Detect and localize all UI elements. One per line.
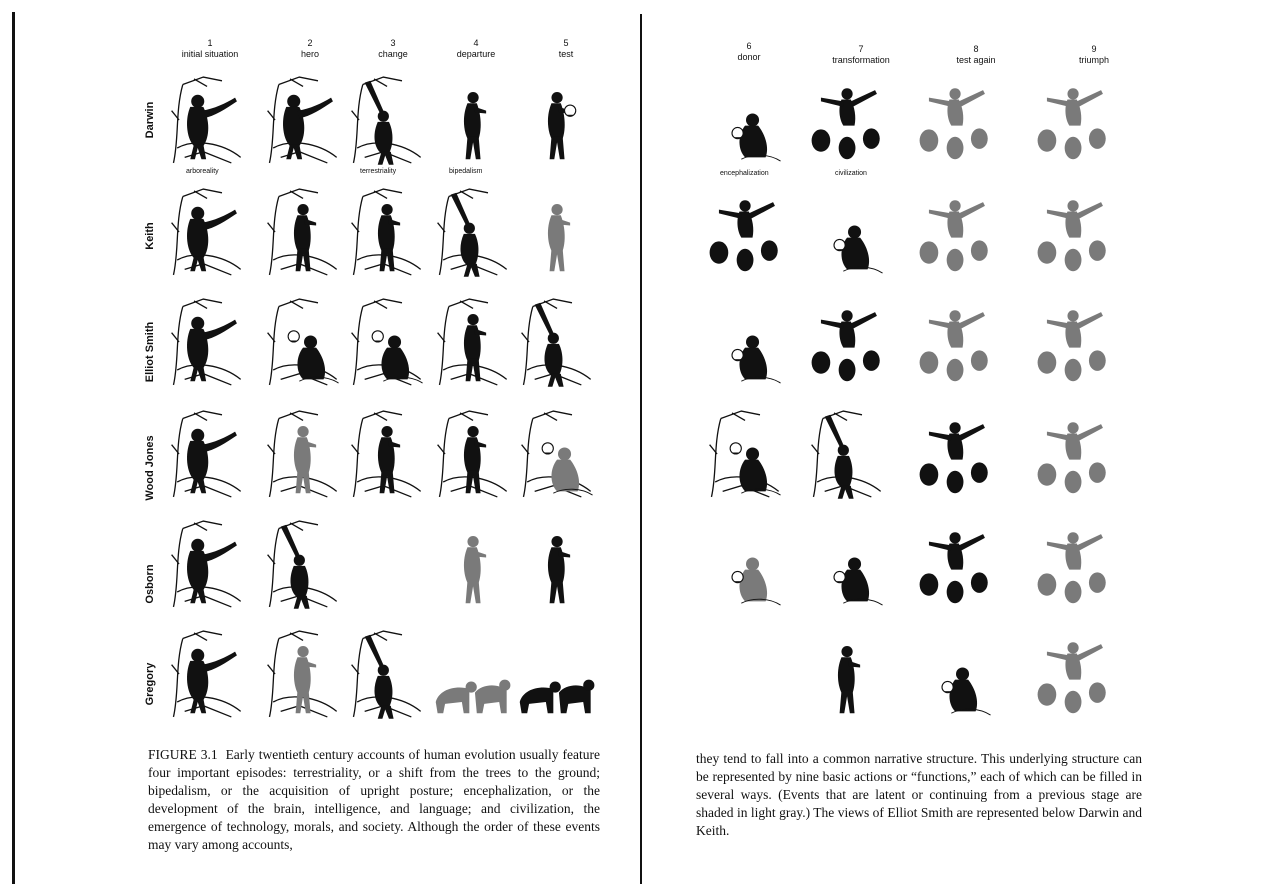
figure-cell-tree-skull: [704, 404, 788, 504]
skull-sit-silhouette: [806, 182, 890, 282]
figure-cell-group-shaded: [1032, 70, 1116, 170]
figure-cell-tree-ape: [166, 292, 250, 392]
figure-cell-tree-upright: [432, 292, 516, 392]
column-number: 5: [563, 38, 569, 48]
tree-hang-silhouette: [806, 404, 890, 504]
tree-upright-silhouette: [432, 292, 516, 392]
column-number: 9: [1091, 44, 1097, 54]
group-silhouette: [806, 70, 890, 170]
figure-cell-tree-upright-shaded: [262, 624, 346, 724]
caption-right-text: they tend to fall into a common narrative structure. This underlying structure can be represented by nine basic actions or “functions,” each of which can be filled in several ways. (Events that are latent or continuing from a previous stage are shaded in light gray.) The views of Elliot Smith are represented below Darwin and Keith.: [696, 751, 1142, 838]
skull-upright-silhouette: [516, 70, 600, 170]
figure-cell-quadruped-pair: [516, 624, 600, 724]
column-label: initial situation: [181, 49, 239, 59]
figure-cell-group: [806, 292, 890, 392]
skull-sit-silhouette: [806, 514, 890, 614]
figure-cell-tree-skull: [262, 292, 346, 392]
column-header-7: [816, 44, 906, 66]
column-header-1: [165, 38, 255, 60]
page-edge-left: [12, 12, 15, 884]
figure-cell-skull-sit: [806, 182, 890, 282]
tree-ape-silhouette: [166, 624, 250, 724]
group-shaded-silhouette: [1032, 292, 1116, 392]
tree-ape-silhouette: [166, 70, 250, 170]
figure-cell-group: [704, 182, 788, 282]
figure-cell-skull-sit-shaded: [704, 514, 788, 614]
caption-left-text: Early twentieth century accounts of human evolution usually feature four important episodes: terrestriality, or a shift from the trees to the ground; bipedalism, or the acquisition of upright posture; encephalization, or the development of the brain, intelligence, and language; and civilization, the emergence of technology, morals, and society. Although the order of these events may vary among accounts,: [148, 747, 600, 852]
skull-sit-silhouette: [704, 292, 788, 392]
figure-cell-tree-hang: [346, 624, 430, 724]
quadruped-pair-shaded-silhouette: [432, 624, 516, 724]
figure-cell-group-shaded: [914, 182, 998, 282]
column-number: 4: [473, 38, 479, 48]
figure-cell-upright-shaded: [516, 182, 600, 282]
tree-ape-silhouette: [262, 70, 346, 170]
figure-cell-group: [914, 514, 998, 614]
column-number: 3: [390, 38, 396, 48]
column-header-8: [931, 44, 1021, 66]
upright-shaded-silhouette: [432, 514, 516, 614]
figure-cell-tree-upright: [262, 182, 346, 282]
caption-left: [148, 746, 600, 854]
group-shaded-silhouette: [1032, 70, 1116, 170]
group-shaded-silhouette: [1032, 404, 1116, 504]
tree-skull-silhouette: [262, 292, 346, 392]
tree-upright-silhouette: [432, 404, 516, 504]
tree-ape-silhouette: [166, 514, 250, 614]
figure-cell-group-shaded: [914, 292, 998, 392]
tree-upright-shaded-silhouette: [262, 624, 346, 724]
figure-cell-upright-shaded: [432, 514, 516, 614]
column-label: change: [378, 49, 408, 59]
column-number: 1: [207, 38, 213, 48]
column-label: donor: [737, 52, 761, 62]
figure-cell-tree-ape: [166, 624, 250, 724]
tree-ape-silhouette: [166, 404, 250, 504]
tree-ape-silhouette: [166, 182, 250, 282]
tree-hang-silhouette: [516, 292, 600, 392]
figure-cell-quadruped-pair-shaded: [432, 624, 516, 724]
group-shaded-silhouette: [1032, 624, 1116, 724]
figure-cell-tree-ape: [262, 70, 346, 170]
upright-shaded-silhouette: [516, 182, 600, 282]
figure-cell-group-shaded: [1032, 182, 1116, 282]
row-label-elliot-smith: Elliot Smith: [144, 321, 156, 383]
figure-cell-tree-hang: [432, 182, 516, 282]
figure-cell-upright: [806, 624, 890, 724]
group-shaded-silhouette: [1032, 514, 1116, 614]
tree-upright-silhouette: [346, 182, 430, 282]
column-label: transformation: [832, 55, 890, 65]
row-label-keith: Keith: [144, 222, 156, 250]
figure-cell-group-shaded: [914, 70, 998, 170]
figure-cell-group-shaded: [1032, 292, 1116, 392]
figure-cell-skull-upright: [516, 70, 600, 170]
column-number: 7: [858, 44, 864, 54]
tree-hang-silhouette: [346, 624, 430, 724]
column-header-5: [521, 38, 611, 60]
group-shaded-silhouette: [914, 70, 998, 170]
column-header-2: [265, 38, 355, 60]
row-label-osborn: Osborn: [144, 564, 156, 604]
tree-skull-silhouette: [704, 404, 788, 504]
group-silhouette: [914, 514, 998, 614]
page-gutter: [640, 14, 642, 884]
column-label: departure: [456, 49, 496, 59]
figure-cell-group-shaded: [1032, 404, 1116, 504]
figure-cell-skull-sit: [914, 624, 998, 724]
figure-cell-tree-hang: [346, 70, 430, 170]
figure-cell-tree-upright: [432, 404, 516, 504]
figure-cell-group: [806, 70, 890, 170]
tree-skull-shaded-silhouette: [516, 404, 600, 504]
figure-cell-upright: [516, 514, 600, 614]
figure-cell-upright: [432, 70, 516, 170]
skull-sit-silhouette: [704, 70, 788, 170]
row-label-darwin: Darwin: [144, 101, 156, 139]
tree-upright-silhouette: [262, 182, 346, 282]
column-label: hero: [300, 49, 319, 59]
figure-cell-tree-upright: [346, 404, 430, 504]
figure-cell-tree-skull-shaded: [516, 404, 600, 504]
skull-sit-shaded-silhouette: [704, 514, 788, 614]
figure-cell-tree-hang: [806, 404, 890, 504]
column-label: triumph: [1078, 55, 1109, 65]
tree-hang-silhouette: [346, 70, 430, 170]
figure-cell-group-shaded: [1032, 514, 1116, 614]
group-shaded-silhouette: [1032, 182, 1116, 282]
event-label-bipedalism: bipedalism: [449, 168, 483, 175]
figure-cell-tree-ape: [166, 70, 250, 170]
figure-cell-tree-hang: [516, 292, 600, 392]
upright-silhouette: [432, 70, 516, 170]
figure-cell-skull-sit: [704, 70, 788, 170]
tree-upright-silhouette: [346, 404, 430, 504]
figure-cell-tree-upright: [346, 182, 430, 282]
figure-cell-skull-sit: [704, 292, 788, 392]
figure-cell-tree-ape: [166, 182, 250, 282]
figure-cell-tree-hang: [262, 514, 346, 614]
group-shaded-silhouette: [914, 292, 998, 392]
column-header-9: [1049, 44, 1139, 66]
figure-cell-tree-skull: [346, 292, 430, 392]
column-number: 6: [746, 41, 752, 51]
tree-upright-shaded-silhouette: [262, 404, 346, 504]
tree-hang-silhouette: [432, 182, 516, 282]
tree-hang-silhouette: [262, 514, 346, 614]
group-silhouette: [806, 292, 890, 392]
tree-skull-silhouette: [346, 292, 430, 392]
column-number: 2: [307, 38, 313, 48]
upright-silhouette: [516, 514, 600, 614]
group-silhouette: [914, 404, 998, 504]
column-header-3: [348, 38, 438, 60]
figure-cell-group: [914, 404, 998, 504]
group-silhouette: [704, 182, 788, 282]
figure-cell-tree-ape: [166, 404, 250, 504]
figure-label: FIGURE 3.1: [148, 747, 218, 762]
event-label-civilization: civilization: [835, 170, 867, 177]
figure-cell-tree-upright-shaded: [262, 404, 346, 504]
skull-sit-silhouette: [914, 624, 998, 724]
row-label-gregory: Gregory: [144, 662, 156, 706]
figure-cell-skull-sit: [806, 514, 890, 614]
figure-cell-tree-ape: [166, 514, 250, 614]
group-shaded-silhouette: [914, 182, 998, 282]
column-label: test again: [956, 55, 996, 65]
quadruped-pair-silhouette: [516, 624, 600, 724]
figure-cell-group-shaded: [1032, 624, 1116, 724]
event-label-encephalization: encephalization: [720, 170, 769, 177]
upright-silhouette: [806, 624, 890, 724]
event-label-terrestriality: terrestriality: [360, 168, 397, 175]
caption-right: [696, 750, 1142, 840]
row-label-wood-jones: Wood Jones: [144, 435, 156, 501]
tree-ape-silhouette: [166, 292, 250, 392]
column-header-4: [431, 38, 521, 60]
column-number: 8: [973, 44, 979, 54]
column-label: test: [558, 49, 574, 59]
column-header-6: [704, 41, 794, 63]
event-label-arboreality: arboreality: [186, 168, 219, 175]
